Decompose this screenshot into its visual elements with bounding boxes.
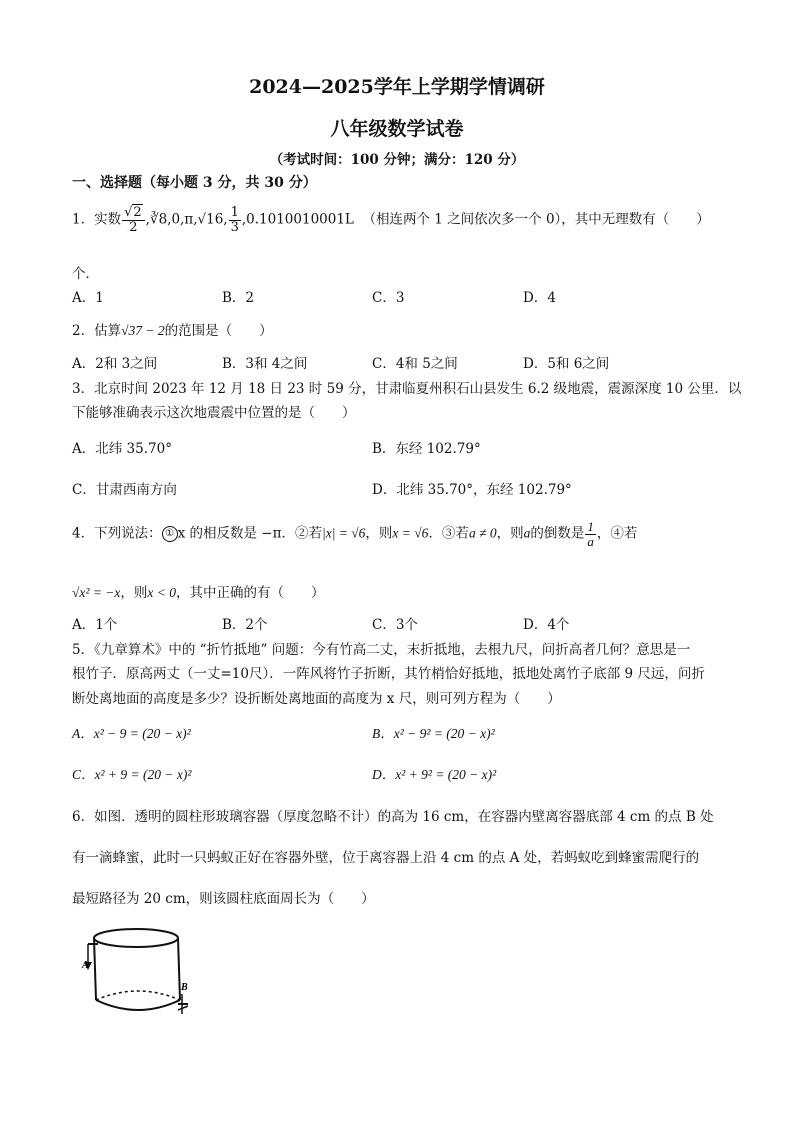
question-3-line-2: 下能够准确表示这次地震震中位置的是（ ） <box>72 405 356 421</box>
q1-note: （相连两个 1 之间依次多一个 0），其中无理数有（ ） <box>362 211 710 228</box>
question-6-line-1: 6．如图．透明的圆柱形玻璃容器（厚度忽略不计）的高为 16 cm，在容器内壁离容器底部 4 cm 的点 B 处 <box>72 809 714 825</box>
q5-option-d: D．x² + 9² = (20 − x)² <box>372 767 497 782</box>
q4-part-3: ．③若 <box>428 525 469 542</box>
q4-frac-1-over-a: $\frac{1}{a}$ <box>587 519 594 549</box>
question-5-line-3: 断处离地面的高度是多少？设折断处离地面的高度为 x 尺，则可列方程为（ ） <box>72 691 561 707</box>
q2-option-c: C．4和 5之间 <box>372 356 458 372</box>
q4-line2-cond: x < 0 <box>147 585 177 600</box>
q1-tail: ,0.1010010001L <box>241 211 354 228</box>
point-a-label: A <box>82 960 89 971</box>
cylinder-bottom-back <box>96 991 180 1000</box>
exam-title: 2024—2025学年上学期学情调研 <box>249 76 545 98</box>
q3-option-a: A．北纬 35.70° <box>72 441 172 457</box>
q1-comma-2: , <box>223 211 228 228</box>
q1-option-a: A．1 <box>72 290 104 306</box>
cylinder-top-ellipse <box>94 929 178 947</box>
cylinder-right-side <box>178 938 180 1000</box>
q4-part-6: ，④若 <box>596 525 638 542</box>
q4-line2-tail: ，其中正确的有（ ） <box>176 585 325 601</box>
q4-a: a <box>523 525 531 541</box>
cylinder-bottom-front <box>96 1000 180 1010</box>
question-1-line-1 <box>72 206 710 234</box>
point-b-tick-2 <box>178 1006 188 1010</box>
cylinder-left-side <box>94 938 96 1000</box>
q4-circle-1: ① <box>162 526 178 542</box>
q1-prefix: 1．实数 <box>72 211 122 228</box>
question-4-line-1 <box>72 520 637 548</box>
q5-option-a: A．x² − 9 = (20 − x)² <box>72 726 191 741</box>
q5-option-c: C．x² + 9 = (20 − x)² <box>72 767 192 782</box>
question-6-line-2: 有一滴蜂蜜，此时一只蚂蚁正好在容器外壁，位于离容器上沿 4 cm 的点 A 处，若蚂蚁吃到蜂蜜需爬行的 <box>72 850 700 866</box>
exam-info: （考试时间：100 分钟；满分：120 分） <box>269 152 525 168</box>
q3-option-c: C．甘肃西南方向 <box>72 482 177 498</box>
q2-option-d: D．5和 6之间 <box>523 356 610 372</box>
q4-sqrt-expr: √x² = −x <box>72 585 121 600</box>
question-4-line-2 <box>72 581 325 601</box>
q4-option-b: B．2个 <box>222 617 268 633</box>
q4-line2-mid: ，则 <box>120 585 148 601</box>
q5-option-b: B．x² − 9² = (20 − x)² <box>372 726 495 741</box>
q1-comma: , <box>145 211 150 228</box>
q1-sqrt16: √16 <box>197 211 224 228</box>
question-6-line-3: 最短路径为 20 cm，则该圆柱底面周长为（ ） <box>72 891 375 907</box>
q1-cube: ∛8,0,π, <box>149 211 198 228</box>
q4-cond: a ≠ 0 <box>468 525 497 541</box>
q4-option-a: A．1个 <box>72 617 118 633</box>
q2-option-b: B．3和 4之间 <box>222 356 308 372</box>
q4-prefix: 4．下列说法： <box>72 525 162 542</box>
q3-option-b: B．东经 102.79° <box>372 441 481 457</box>
q4-option-d: D．4个 <box>523 617 570 633</box>
q2-expr: √37 − 2 <box>121 323 165 338</box>
question-5-line-2: 根竹子．原高两丈（一丈=10尺）．一阵风将竹子折断，其竹梢恰好抵地，抵地处离竹子底部 9 尺远，问折 <box>72 666 705 682</box>
question-3-line-1: 3．北京时间 2023 年 12 月 18 日 23 时 59 分，甘肃临夏州积石山县发生 6.2 级地震，震源深度 10 公里．以 <box>72 381 742 397</box>
q1-frac-sqrt2-over-2: $\frac{√2}{2}$ <box>122 206 145 234</box>
q4-part-2: ，则 <box>365 525 393 542</box>
question-1-cont: 个． <box>72 266 99 282</box>
q2-option-a: A．2和 3之间 <box>72 356 158 372</box>
section-heading: 一、选择题（每小题 3 分，共 30 分） <box>72 175 317 191</box>
q4-option-c: C．3个 <box>372 617 418 633</box>
cylinder-figure <box>78 924 208 1024</box>
q4-part-1: x 的相反数是 −π．②若 <box>177 525 322 542</box>
q1-option-d: D．4 <box>523 290 556 306</box>
q4-part-5: 的倒数是 <box>530 525 585 542</box>
q1-option-c: C．3 <box>372 290 405 306</box>
q1-option-b: B．2 <box>222 290 255 306</box>
question-2 <box>72 319 273 339</box>
q4-part-4: ，则 <box>496 525 524 542</box>
q2-suffix: 的范围是（ ） <box>164 323 273 339</box>
q2-prefix: 2．估算 <box>72 323 122 339</box>
q4-abs-x: |x| = √6 <box>321 525 366 541</box>
q4-eq: x = √6 <box>392 525 429 541</box>
exam-subtitle: 八年级数学试卷 <box>330 118 464 140</box>
q3-option-d: D．北纬 35.70°，东经 102.79° <box>372 482 572 498</box>
question-5-line-1: 5．《九章算术》中的 “折竹抵地” 问题：今有竹高二丈，末折抵地，去根九尺，问折高者几何？意思是一 <box>72 642 691 658</box>
q1-frac-1-over-3: $\frac{1}{3}$ <box>230 205 239 235</box>
point-b-label: B <box>181 982 188 993</box>
